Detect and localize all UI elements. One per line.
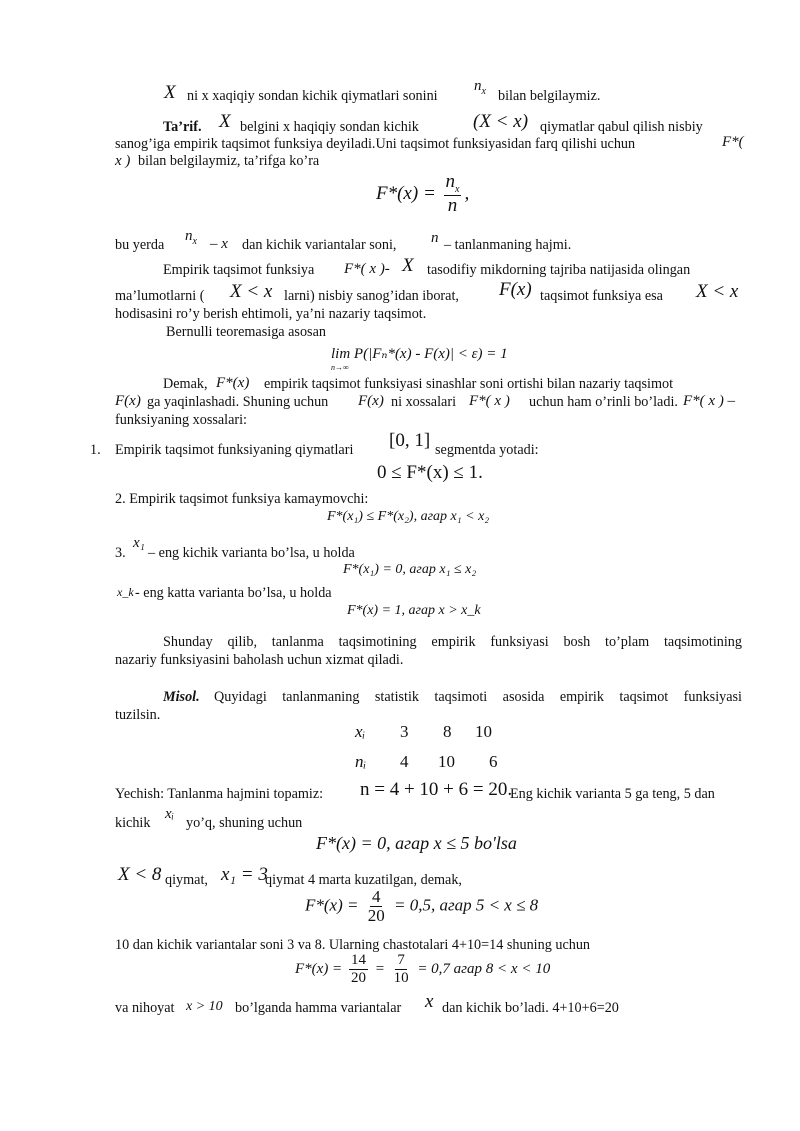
text-line: uchun ham o’rinli bo’ladi.	[529, 394, 678, 410]
text-line: yo’q, shuning uchun	[186, 815, 303, 831]
formula-xk: x_k	[117, 585, 134, 599]
text-line: ga yaqinlashadi. Shuning uchun	[147, 394, 329, 410]
formula-max-variant: F*(x) = 1, агар x > x_k	[347, 603, 481, 618]
formula-Fstar-x: F*( x )	[469, 393, 510, 409]
text-line: Demak,	[163, 376, 208, 392]
formula-X-lt-8: X < 8	[118, 864, 162, 885]
text-line: bilan belgilaymiz.	[498, 88, 601, 104]
text-line: - eng katta varianta bo’lsa, u holda	[135, 585, 332, 601]
text-line: ni x xaqiqiy sondan kichik qiymatlari sonini	[187, 88, 438, 104]
formula-min-variant: F*(x₁) = 0, агар x₁ ≤ x₂	[343, 562, 477, 577]
table-cell: 4	[400, 752, 409, 771]
formula-nx: $n_x$	[185, 228, 197, 247]
formula-segment: [0, 1]	[389, 430, 431, 451]
text-line: empirik taqsimot funksiyasi sinashlar soni ortishi bilan nazariy taqsimot	[264, 376, 674, 392]
formula-dash-x: – x	[210, 236, 228, 252]
formula-x: x	[425, 991, 434, 1012]
text-line: Empirik taqsimot funksiya	[163, 262, 315, 278]
text-line: – tanlanmaning hajmi.	[444, 237, 572, 253]
text-line: va nihoyat	[115, 1000, 175, 1016]
formula-Fstar: F*(	[722, 134, 744, 150]
text-line: Shunday qilib, tanlanma taqsimotining empirik funksiyasi bosh to’plam taqsimotining	[163, 634, 742, 650]
text-line: ma’lumotlarni (	[115, 288, 205, 304]
text-line: segmentda yotadi:	[435, 442, 539, 458]
formula-bounds: 0 ≤ F*(x) ≤ 1.	[377, 462, 483, 483]
text-line: kichik	[115, 815, 151, 831]
formula-Fx-dash: F*( x )-	[344, 261, 390, 277]
text-line: ni xossalari	[391, 394, 457, 410]
text-line: Quyidagi tanlanmaning statistik taqsimoti asosida empirik taqsimot funksiyasi	[214, 689, 742, 705]
formula-xi: xᵢ	[165, 806, 175, 822]
table-cell: 6	[489, 752, 498, 771]
formula-F-0-7: F*(x) = $\frac{14}{20}$ = $\frac{7}{10}$ = 0,7 агар 8 < x < 10	[295, 952, 551, 986]
text-line: hodisasini ro’y berish ehtimoli, ya’ni nazariy taqsimot.	[115, 306, 427, 322]
formula-empirical-definition: F*(x) = $\frac{n_x}{n}$ ,	[376, 171, 470, 217]
formula-F-0-5: F*(x) = $\frac{4}{20}$ = 0,5, агар 5 < x ≤ 8	[305, 887, 539, 925]
table-header-xi: xᵢ	[355, 722, 366, 741]
formula-Fstar-x: F*( x ) –	[683, 393, 736, 409]
example-label: Misol.	[163, 689, 200, 705]
formula-X: X	[219, 111, 231, 132]
text-line: Empirik taqsimot funksiyaning qiymatlari	[115, 442, 354, 458]
definition-label: Ta’rif.	[163, 119, 202, 135]
text-line: tuzilsin.	[115, 707, 161, 723]
formula-X-lt-x: X < x	[696, 281, 739, 302]
text-line: bilan belgilaymiz, ta’rifga ko’ra	[138, 153, 320, 169]
text-line: 10 dan kichik variantalar soni 3 va 8. Ularning chastotalari 4+10=14 shuning uchun	[115, 937, 591, 953]
text-line: qiymat,	[165, 872, 208, 888]
text-line: sanog’iga empirik taqsimot funksiya deyiladi.Uni taqsimot funksiyasidan farq qilishi uchun	[115, 136, 636, 152]
text-line: belgini x haqiqiy sondan kichik	[240, 119, 419, 135]
formula-n: n	[431, 230, 439, 246]
formula-monotonic: F*(x₁) ≤ F*(x₂), агар x₁ < x₂	[327, 509, 490, 524]
table-header-ni: nᵢ	[355, 752, 367, 771]
formula-X-lt-x: (X < x)	[473, 111, 529, 132]
formula-nx: $n_x$	[474, 78, 486, 97]
formula-sample-size: n = 4 + 10 + 6 = 20.	[360, 779, 513, 800]
formula-X-lt-x: X < x	[230, 281, 273, 302]
text-line: bo’lganda hamma variantalar	[235, 1000, 402, 1016]
text-line: – eng kichik varianta bo’lsa, u holda	[148, 545, 355, 561]
text-line: 3.	[115, 545, 126, 561]
text-line: dan kichik variantalar soni,	[242, 237, 397, 253]
text-line: Yechish: Tanlanma hajmini topamiz:	[115, 786, 324, 802]
text-line: Bernulli teoremasiga asosan	[166, 324, 326, 340]
text-line: qiymat 4 marta kuzatilgan, demak,	[265, 872, 462, 888]
table-cell: 3	[400, 722, 409, 741]
formula-bernoulli-limit: lim P(|Fₙ*(x) - F(x)| < ε) = 1 n→∞	[331, 346, 508, 372]
text-line: 2. Empirik taqsimot funksiya kamaymovchi:	[115, 491, 369, 507]
formula-X: X	[164, 82, 176, 103]
formula-x: x )	[115, 153, 131, 169]
formula-Fx: F(x)	[499, 279, 532, 300]
table-cell: 10	[438, 752, 455, 771]
table-cell: 8	[443, 722, 452, 741]
formula-Fx: F(x)	[115, 393, 141, 409]
formula-F-zero: F*(x) = 0, агар x ≤ 5 bo'lsa	[316, 833, 517, 853]
text-line: Eng kichik varianta 5 ga teng, 5 dan	[510, 786, 715, 802]
text-line: bu yerda	[115, 237, 165, 253]
list-number: 1.	[90, 442, 101, 458]
formula-x-gt-10: x > 10	[186, 999, 223, 1014]
text-line: taqsimot funksiya esa	[540, 288, 663, 304]
formula-Fstar-x: F*(x)	[216, 375, 250, 391]
text-line: nazariy funksiyasini baholash uchun xizmat qiladi.	[115, 652, 404, 668]
text-line: tasodifiy mikdorning tajriba natijasida olingan	[427, 262, 691, 278]
formula-X: X	[402, 255, 414, 276]
formula-x1-eq-3: x₁ = 3	[221, 864, 268, 885]
text-line: larni) nisbiy sanog’idan iborat,	[284, 288, 459, 304]
table-cell: 10	[475, 722, 492, 741]
text-line: dan kichik bo’ladi. 4+10+6=20	[442, 1000, 619, 1016]
text-line: funksiyaning xossalari:	[115, 412, 248, 428]
formula-x1: x₁	[133, 535, 145, 551]
text-line: qiymatlar qabul qilish nisbiy	[540, 119, 703, 135]
formula-Fx: F(x)	[358, 393, 384, 409]
